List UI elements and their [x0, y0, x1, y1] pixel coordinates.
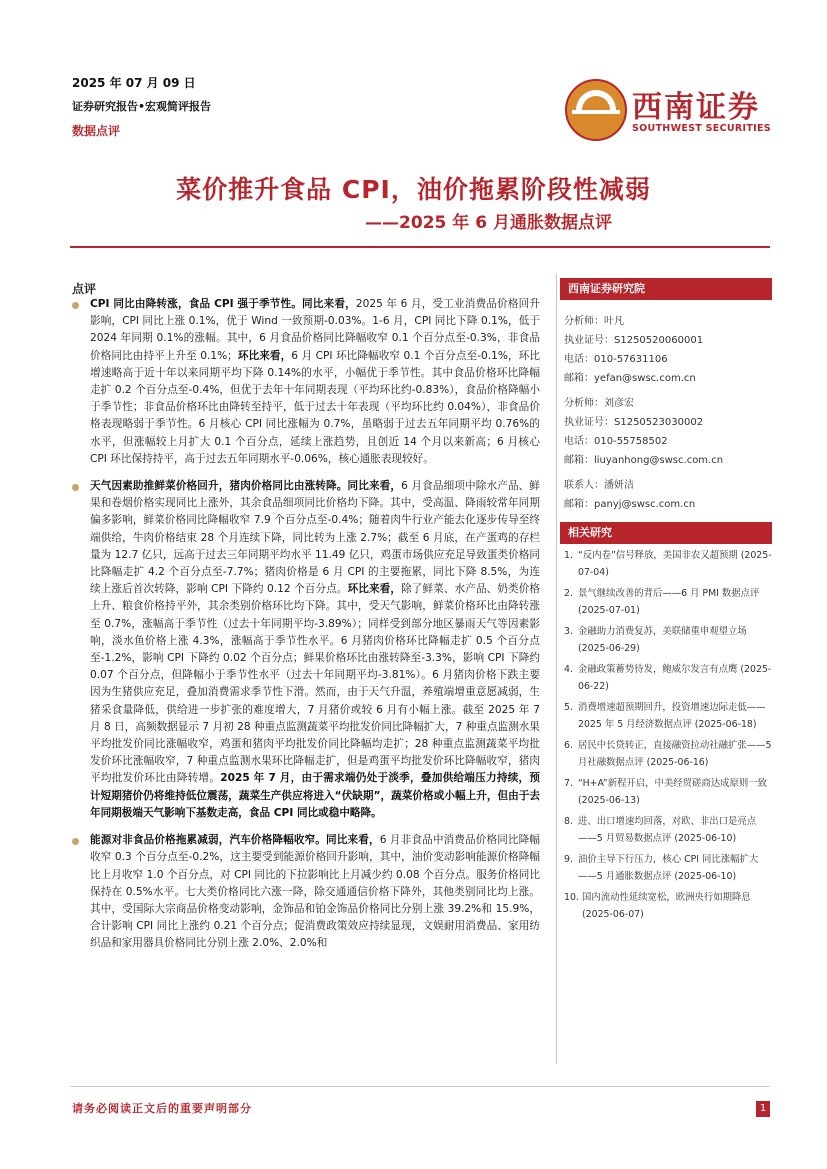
- page-title: 菜价推升食品 CPI，油价拖累阶段性减弱: [176, 175, 651, 204]
- related-date: (2025-06-18): [694, 718, 757, 730]
- bullet-dot-icon: [72, 302, 79, 309]
- logo-english-name: SOUTHWEST SECURITIES: [632, 123, 771, 134]
- analyst-cert: 执业证号：S1250520060001: [564, 335, 704, 346]
- analyst-cert: 执业证号：S1250523030002: [564, 417, 704, 428]
- related-title: 金融政策蓄势待发，鲍威尔发言有点鹰: [578, 664, 738, 675]
- bullet-text: 6 月非食品中消费品价格同比降幅收窄 0.3 个百分点至-0.2%，这主要受到能源价格回升影响，其中，油价变动影响能源价格降幅比上月收窄 1.0 个百分点，对 CPI 同比的下拉影响比上月减少约 0.08 个百分点。服务价格同比保持在 0.5%水平。七大类价格同比六涨一降，除交通通信价格下降外，其他类别同比均上涨。其中，受国际大宗商品价格变动影响，金饰品和铂金饰品价格同比分别上涨 39.2%和 15.9%，合计影响 CPI 同比上涨约 0.21 个百分点；促消费政策效应持续显现，文娱耐用消费品、家用纺织品和家用器具价格同比分别上涨 2.0%、2.0%和: [90, 834, 541, 950]
- bullet-text: 2025 年 6 月，受工业消费品价格回升影响，CPI 同比上涨 0.1%，优于 Wind 一致预期-0.03%。1-6 月，CPI 同比下降 0.1%，低于 2024 年同期 0.1%的涨幅。其中，6 月食品价格同比降幅收窄 0.1 个百分点至-0.3%，非食品价格同比由持平上升至 0.1%；: [90, 298, 540, 362]
- bullet-text: 6 月食品细项中除水产品、鲜果和卷烟价格实现同比上涨外，其余食品细项同比价格均下降。其中，受高温、降雨较常年同期偏多影响，鲜菜价格同比降幅收窄 7.9 个百分点至-0.4%；随着肉牛行业产能去化逐步传导至终端供给，牛肉价格结束 28 个月连续下降，同比转为上涨 2.7%；截至 6 月底，在产蛋鸡的存栏量为 12.7 亿只，远高于过去三年同期平均水平 11.49 亿只，鸡蛋市场供应充足导致蛋类价格同比降幅走扩 4.2 个百分点至-7.7%；猪肉价格是 6 月 CPI 的主要拖累，同比下降 8.5%，为连续上涨后首次转降，影响 CPI 下降约 0.12 个百分点。: [90, 480, 540, 596]
- bullet-dot-icon: [72, 484, 79, 491]
- related-date: (2025-06-22): [578, 664, 772, 692]
- page-number: 1: [756, 1101, 770, 1117]
- related-date: (2025-07-01): [578, 604, 640, 616]
- institute-header: 西南证券研究院: [560, 278, 772, 300]
- related-item[interactable]: [564, 700, 772, 733]
- bullet-energy: [70, 832, 540, 952]
- related-date: (2025-07-04): [578, 550, 772, 578]
- bullet-text-2: 除了鲜菜、水产品、奶类价格上升、粮食价格持平外，其余类别价格环比均下降。其中，受天气影响，鲜菜价格环比由降转涨至 0.7%，涨幅高于季节性（过去十年同期平均-3.89%）；同样受到部分地区暴雨天气等因素影响，淡水鱼价格上涨 4.3%，涨幅高于季节性水平。6 月猪肉价格环比降幅走扩 0.5 个百分点至-1.2%，影响 CPI 下降约 0.02 个百分点；鲜果价格环比由涨转降至-3.3%，影响 CPI 下降约 0.07 个百分点，但降幅小于季节性水平（过去十年同期平均-3.81%）。6 月猪肉价格下跌主要因为生猪供应充足，叠加消费需求季节性下滑。然而，由于天气升温，养殖端增重意愿减弱，生猪采食量降低，供给进一步扩张的难度增大，7 月猪价或较 6 月有小幅上涨。截至 2025 年 7 月 8 日，高频数据显示 7 月初 28 种重点监测蔬菜平均批发价同比降幅扩大，7 种重点监测水果平均批发价同比涨幅收窄，鸡蛋和猪肉平均批发价同比降幅均走扩；28 种重点监测蔬菜平均批发价环比涨幅收窄，7 种重点监测水果环比降幅走扩，但是鸡蛋平均批发价环比降幅收窄，猪肉平均批发价环比由降转增。: [90, 583, 541, 785]
- related-num: 10.: [564, 892, 579, 903]
- analyst-card: [564, 394, 774, 470]
- related-date: (2025-06-29): [578, 642, 640, 654]
- related-num: 3.: [564, 626, 573, 637]
- bullet-food: [70, 478, 540, 822]
- contact-email: 邮箱：panyj@swsc.com.cn: [564, 499, 696, 510]
- report-date: 2025 年 07 月 09 日: [72, 76, 196, 90]
- related-item[interactable]: [564, 624, 772, 657]
- related-num: 6.: [564, 740, 573, 751]
- related-title: 消费增速超预期回升，投资增速边际走低——2025 年 5 月经济数据点评: [578, 702, 766, 730]
- bullet-lead: 能源对非食品价格拖累减弱，汽车价格降幅收窄。同比来看，: [90, 834, 380, 847]
- analyst-phone: 电话：010-55758502: [564, 436, 668, 447]
- analyst-email: 邮箱：yefan@swsc.com.cn: [564, 373, 696, 384]
- footer-disclaimer: 请务必阅读正文后的重要声明部分: [72, 1102, 252, 1115]
- related-title: “反内卷”信号释放，美国非农又超预期: [578, 550, 738, 561]
- related-num: 2.: [564, 588, 573, 599]
- related-date: (2025-06-07): [582, 908, 644, 920]
- related-item[interactable]: [564, 586, 772, 619]
- analyst-email: 邮箱：liuyanhong@swsc.com.cn: [564, 455, 724, 466]
- related-title: 居民中长贷转正，直接融资拉动社融扩张——5 月社融数据点评: [578, 740, 772, 768]
- related-num: 8.: [564, 816, 573, 827]
- related-item[interactable]: [564, 548, 772, 581]
- paragraph: [90, 296, 540, 468]
- report-type: 证券研究报告•宏观简评报告: [72, 100, 212, 113]
- bullet-dot-icon: [72, 838, 79, 845]
- analyst-card: [564, 312, 774, 388]
- bullet-lead-2: 环比来看，: [237, 349, 292, 362]
- paragraph: [90, 478, 540, 822]
- bullet-text-2: 6 月 CPI 环比降幅收窄 0.1 个百分点至-0.1%，环比增速略高于近十年以来同期平均下降 0.14%的水平，小幅优于季节性。其中食品价格环比降幅走扩 0.2 个百分点至-0.4%，但优于去年十年同期表现（平均环比约-0.83%），食品价格降幅小于季节性；非食品价格环比由降转至持平，低于过去十年表现（平均环比约 0.04%），非食品价格表现略弱于季节性。6 月核心 CPI 同比涨幅为 0.7%，虽略弱于过去五年同期平均 0.76%的水平，但涨幅较上月扩大 0.1 个百分点，延续上涨趋势，且创近 14 个月以来新高；6 月核心 CPI 环比保持持平，高于过去五年同期水平-0.06%，核心通胀表现较好。: [90, 349, 541, 465]
- related-num: 4.: [564, 664, 573, 675]
- related-date: (2025-06-16): [646, 756, 709, 768]
- related-title: “H+A”新程开启，中美经贸磋商达成原则一致: [578, 778, 767, 789]
- page-subtitle: ——2025 年 6 月通胀数据点评: [365, 213, 612, 233]
- analyst-phone: 电话：010-57631106: [564, 354, 668, 365]
- related-num: 1.: [564, 550, 573, 561]
- contact-card: [564, 476, 774, 514]
- contact-name: 联系人：潘妍洁: [564, 480, 634, 491]
- related-num: 5.: [564, 702, 573, 713]
- related-item[interactable]: [564, 738, 772, 771]
- related-num: 7.: [564, 778, 573, 789]
- commentary-body: [70, 296, 540, 963]
- related-title: 进、出口增速均回落，对欧、非出口是亮点——5 月贸易数据点评: [578, 816, 757, 844]
- related-title: 油价主导下行压力，核心 CPI 同比涨幅扩大——5 月通胀数据点评: [578, 854, 759, 882]
- related-item[interactable]: [564, 814, 772, 847]
- related-item[interactable]: [564, 890, 772, 923]
- bullet-lead: 天气因素助推鲜菜价格回升，猪肉价格同比由涨转降。同比来看，: [90, 480, 402, 493]
- logo-chinese-name: 西南证券: [632, 90, 760, 125]
- related-date: (2025-06-10): [674, 832, 737, 844]
- header-divider: [70, 246, 770, 248]
- related-num: 9.: [564, 854, 573, 865]
- related-title: 国内流动性延续宽松，欧洲央行如期降息: [582, 892, 751, 903]
- bullet-cpi: [70, 296, 540, 468]
- bullet-lead: CPI 同比由降转涨，食品 CPI 强于季节性。同比来看，: [90, 298, 356, 310]
- paragraph: [90, 832, 540, 952]
- related-research-header: 相关研究: [560, 522, 772, 544]
- analyst-name: 分析师：刘彦宏: [564, 398, 634, 409]
- related-research-list: [564, 548, 772, 928]
- section-label: 点评: [72, 282, 97, 296]
- analyst-list: [564, 312, 774, 520]
- report-category: 数据点评: [72, 124, 121, 138]
- related-item[interactable]: [564, 776, 772, 809]
- related-date: (2025-06-10): [674, 870, 737, 882]
- bullet-lead-2: 环比来看，: [347, 583, 402, 596]
- related-title: 金融助力消费复苏，美联储重申观望立场: [578, 626, 747, 637]
- column-divider: [556, 274, 557, 1064]
- related-item[interactable]: [564, 662, 772, 695]
- analyst-name: 分析师：叶凡: [564, 316, 624, 327]
- related-date: (2025-06-13): [578, 794, 640, 806]
- related-item[interactable]: [564, 852, 772, 885]
- bullet-tail: 2025 年 7 月，由于需求端仍处于淡季，叠加供给端压力持续，预计短期猪价仍将维持低位震荡，蔬菜生产供应将进入“伏缺期”，蔬菜价格或小幅上升，但由于去年同期极端天气影响下基数走高，食品 CPI 同比或稳中略降。: [90, 772, 540, 819]
- related-title: 景气继续改善的背后——6 月 PMI 数据点评: [578, 588, 760, 599]
- footer-divider: [70, 1086, 770, 1087]
